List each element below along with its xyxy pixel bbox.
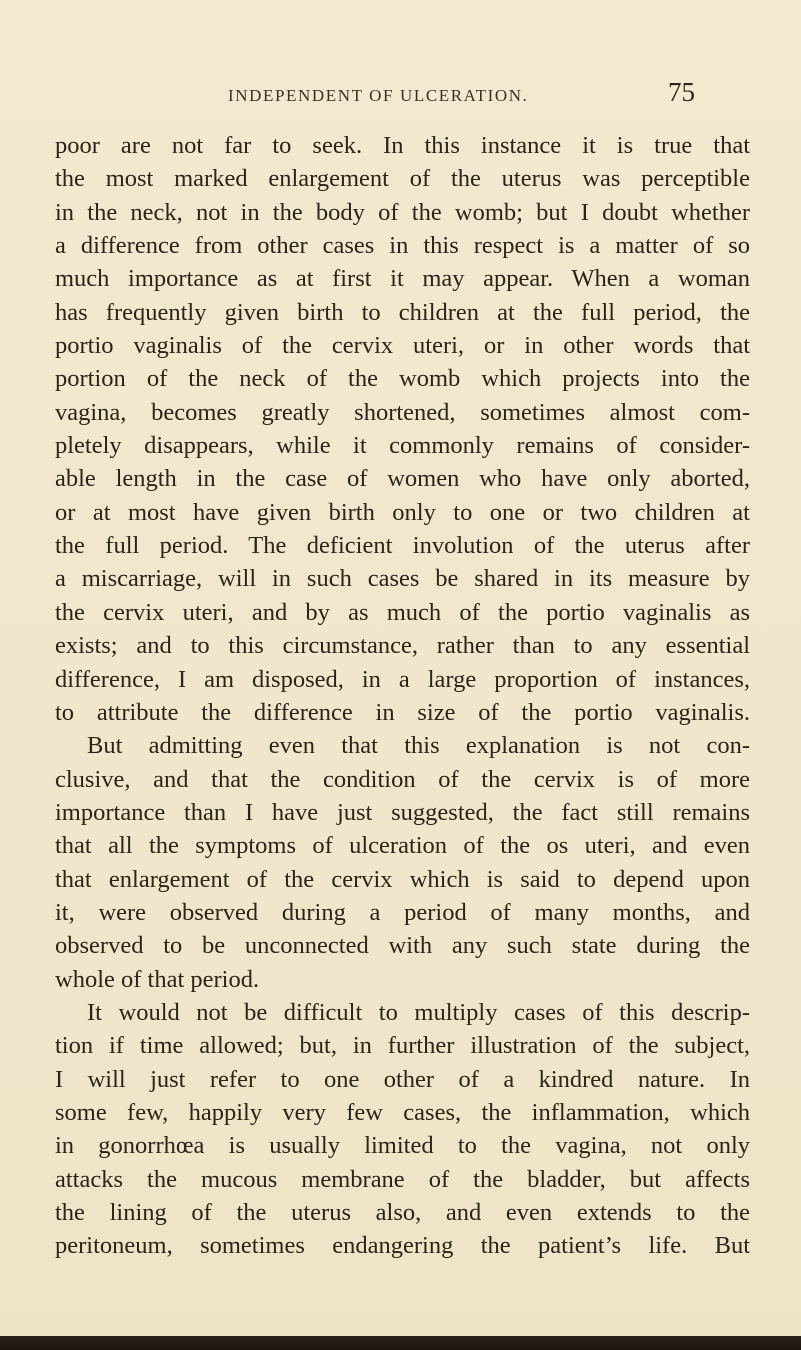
running-head — [0, 77, 801, 116]
text-line: portio vaginalis of the cervix uteri, or in other words that — [55, 332, 750, 360]
text-line: that all the symptoms of ulceration of the os uteri, and even — [55, 832, 750, 860]
text-line: It would not be difficult to multiply cases of this descrip- — [87, 998, 750, 1026]
text-line: But admitting even that this explanation is not con- — [87, 732, 750, 760]
text-line: a difference from other cases in this respect is a matter of so — [55, 232, 750, 260]
text-line: in gonorrhœa is usually limited to the vagina, not only — [55, 1132, 750, 1160]
text-line: the cervix uteri, and by as much of the portio vaginalis as — [55, 598, 750, 626]
text-line: or at most have given birth only to one or two children at — [55, 498, 750, 526]
text-line: I will just refer to one other of a kindred nature. In — [55, 1065, 750, 1093]
text-line: in the neck, not in the body of the womb; but I doubt whether — [55, 198, 750, 226]
text-line: attacks the mucous membrane of the bladder, but affects — [55, 1165, 750, 1193]
text-line: some few, happily very few cases, the inflammation, which — [55, 1098, 750, 1126]
text-line: that enlargement of the cervix which is said to depend upon — [55, 865, 750, 893]
text-line: exists; and to this circumstance, rather than to any essential — [55, 632, 750, 660]
text-line: peritoneum, sometimes endangering the patient’s life. But — [55, 1232, 750, 1260]
text-line: portion of the neck of the womb which projects into the — [55, 365, 750, 393]
text-line: tion if time allowed; but, in further illustration of the subject, — [55, 1032, 750, 1060]
text-line: importance than I have just suggested, the fact still remains — [55, 798, 750, 826]
text-line: to attribute the difference in size of the portio vaginalis. — [55, 698, 750, 726]
text-line: much importance as at first it may appear. When a woman — [55, 265, 750, 293]
text-line: able length in the case of women who have only aborted, — [55, 465, 750, 493]
text-line: vagina, becomes greatly shortened, sometimes almost com- — [55, 398, 750, 426]
text-line: has frequently given birth to children at the full period, the — [55, 298, 750, 326]
text-line: it, were observed during a period of many months, and — [55, 898, 750, 926]
text-line: whole of that period. — [55, 965, 260, 993]
running-title: INDEPENDENT OF ULCERATION. — [228, 86, 529, 105]
text-line: poor are not far to seek. In this instance it is true that — [55, 132, 750, 159]
text-line: a miscarriage, will in such cases be shared in its measure by — [55, 565, 750, 593]
page-bottom-edge — [0, 1336, 801, 1350]
text-line: the lining of the uterus also, and even extends to the — [55, 1199, 750, 1226]
text-line: observed to be unconnected with any such state during the — [55, 932, 750, 960]
text-line: the most marked enlargement of the uterus was perceptible — [55, 165, 750, 193]
text-line: difference, I am disposed, in a large proportion of instances, — [55, 665, 750, 693]
body-text — [55, 129, 750, 1263]
text-line: clusive, and that the condition of the cervix is of more — [55, 765, 750, 793]
text-line: the full period. The deficient involution of the uterus after — [55, 532, 750, 560]
page-number: 75 — [668, 77, 695, 107]
text-line: pletely disappears, while it commonly remains of consider- — [55, 432, 750, 460]
